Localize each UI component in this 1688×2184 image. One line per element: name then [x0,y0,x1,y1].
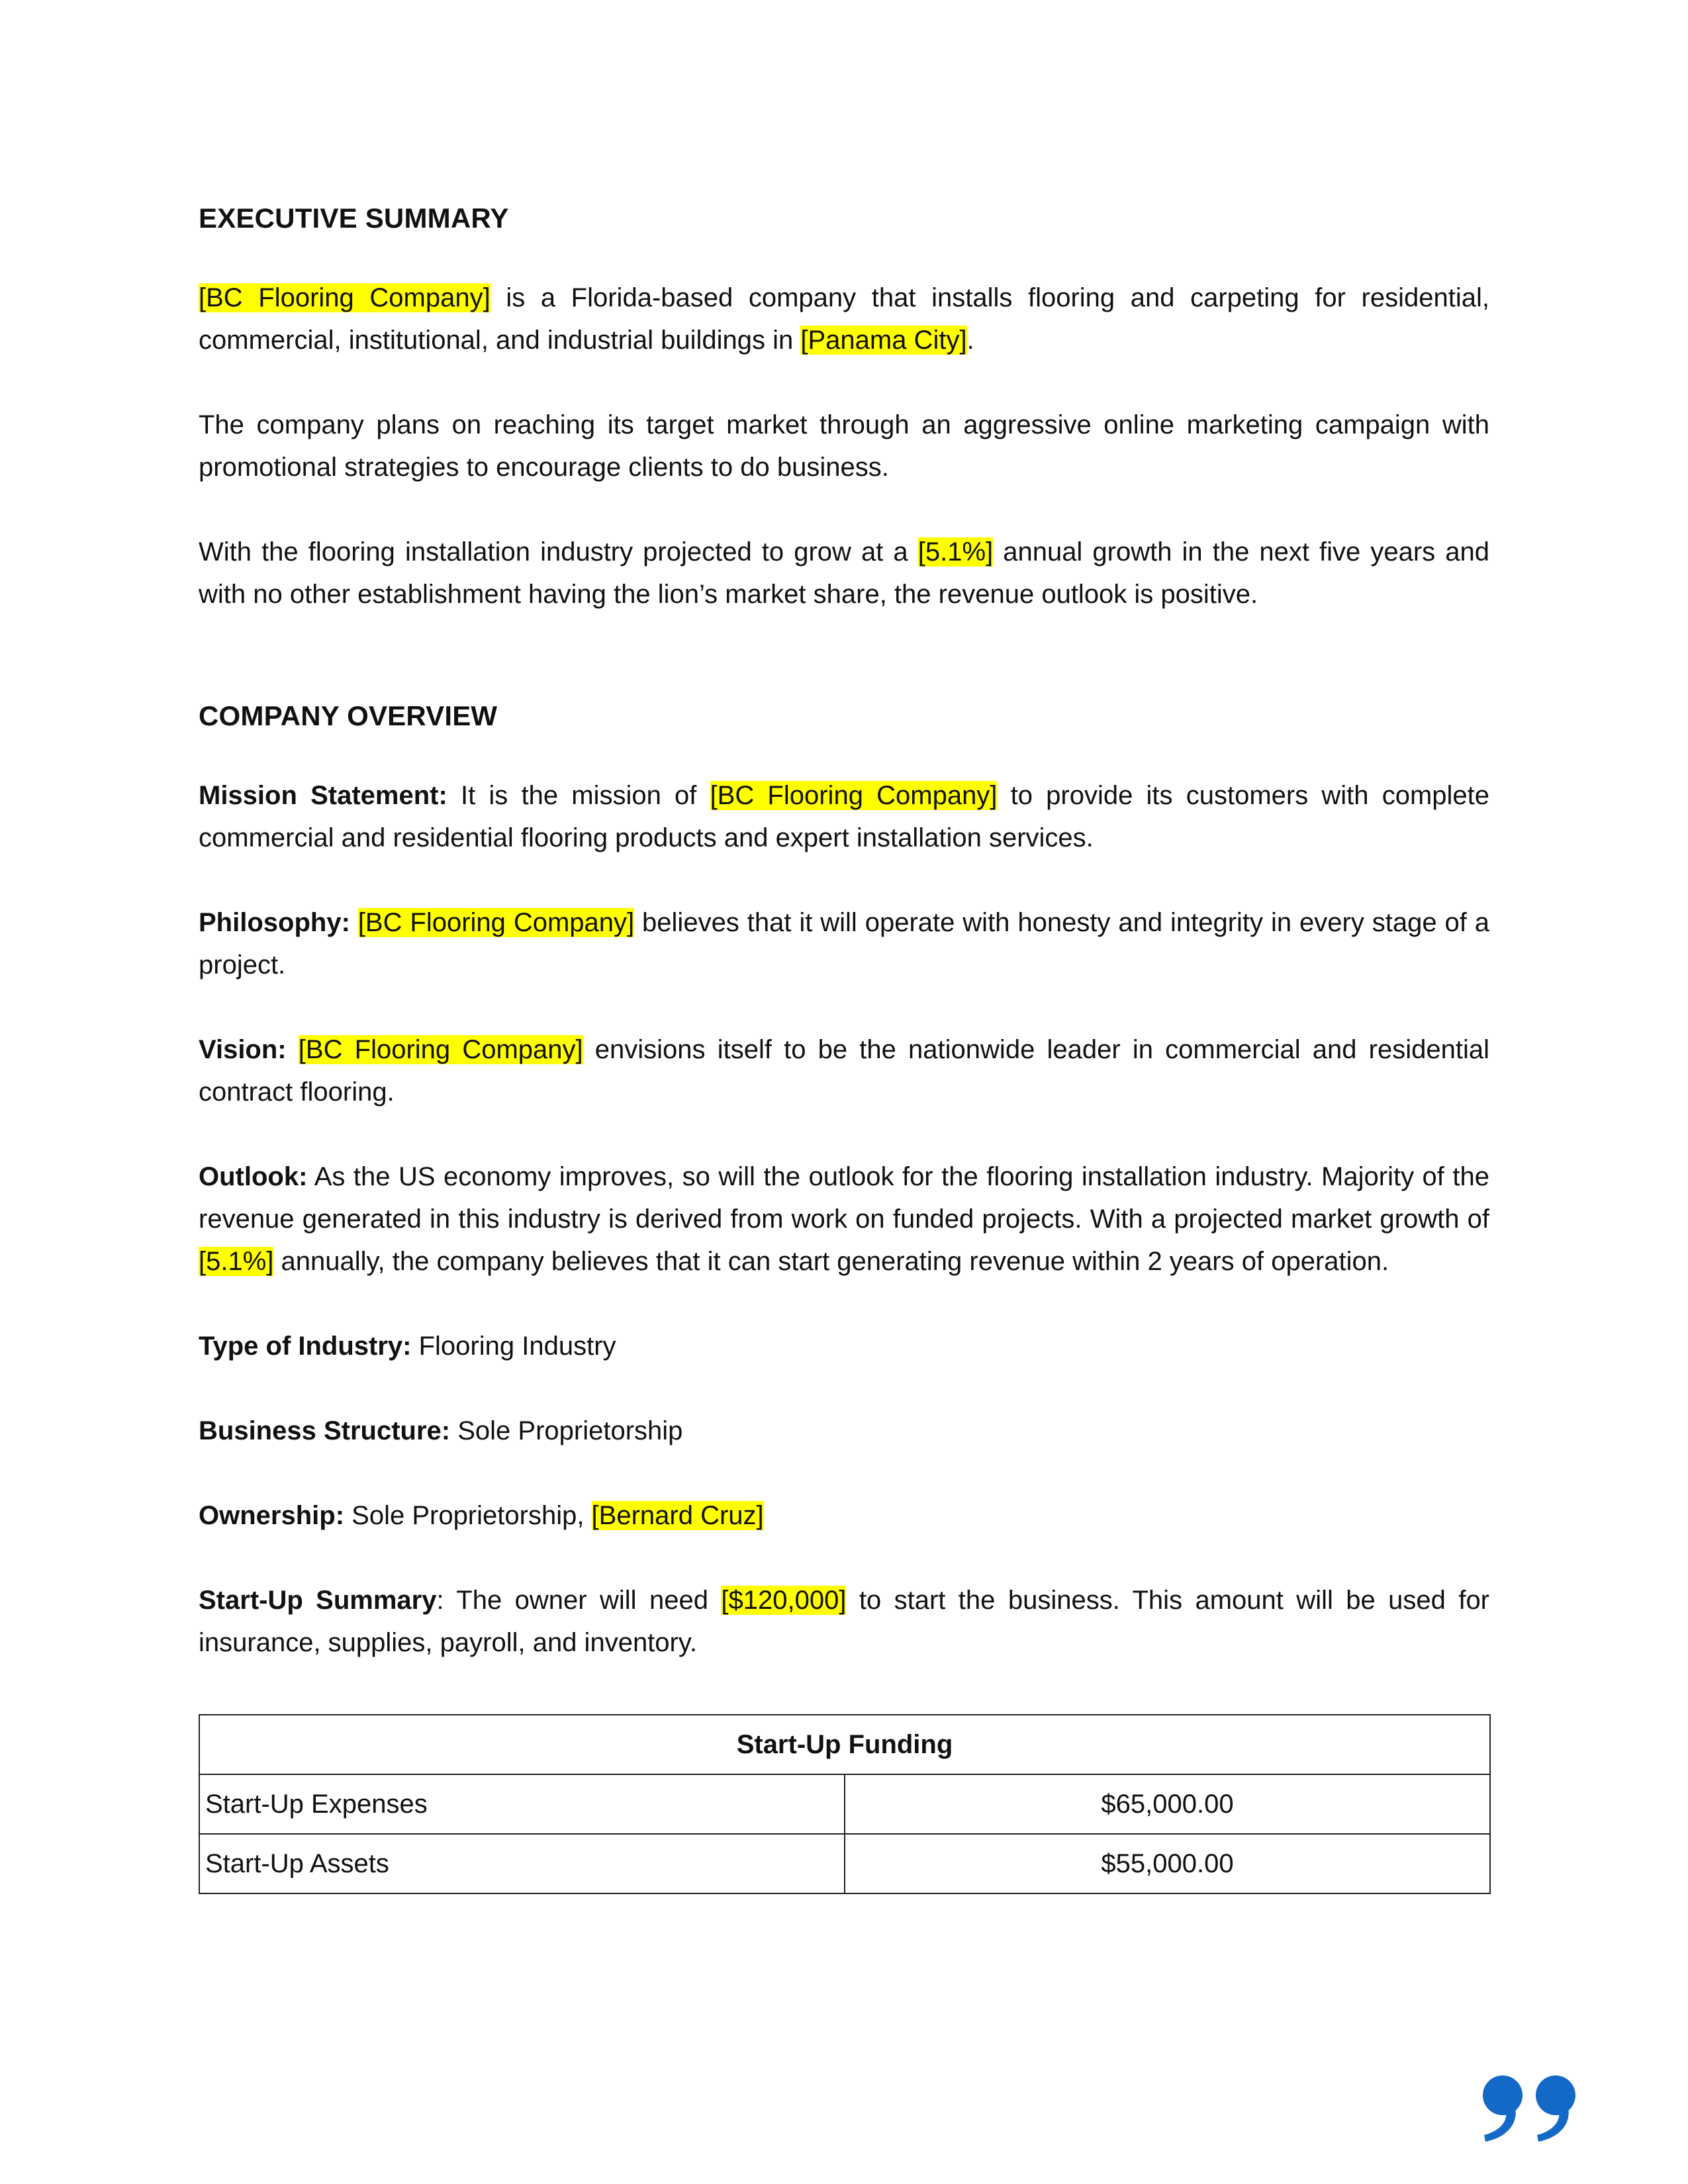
paragraph-text: to provide its customers with complete commercial and residential flooring products and expert installation services. [199,781,1490,852]
table-cell-label: Start-Up Expenses [199,1774,845,1834]
executive-summary-paragraph-1 [199,277,1489,361]
growth-rate-placeholder: [5.1%] [917,537,994,567]
startup-amount-placeholder: [$120,000] [721,1586,847,1615]
growth-rate-placeholder: [5.1%] [199,1247,274,1276]
paragraph-text: is a Florida-based company that installs flooring and carpeting for residential, commercial, institutional, and industrial buildings in [199,283,1489,355]
company-name-placeholder: [BC Flooring Company] [298,1035,583,1064]
startup-summary [199,1579,1489,1664]
owner-name-placeholder: [Bernard Cruz] [591,1501,764,1530]
industry-type [199,1325,1489,1367]
vision-label: Vision: [199,1035,287,1064]
paragraph-text: It is the mission of [447,781,710,810]
paragraph-text: believes that it will operate with honesty and integrity in every stage of a project. [199,908,1489,979]
paragraph-text: annually, the company believes that it can start generating revenue within 2 years of operation. [273,1247,1389,1276]
paragraph-text: : The owner will need [436,1586,722,1615]
paragraph-text: annual growth in the next five years and with no other establishment having the lion’s market share, the revenue outlook is positive. [199,537,1489,609]
table-row [199,1774,1490,1834]
business-structure [199,1410,1489,1452]
table-row [199,1834,1490,1893]
closing-quote-icon [1476,2071,1589,2144]
ownership-value: Sole Proprietorship, [344,1501,592,1530]
table-cell-label: Start-Up Assets [199,1834,845,1893]
mission-label: Mission Statement: [199,781,447,810]
vision-statement [199,1028,1489,1113]
paragraph-text: to start the business. This amount will be used for insurance, supplies, payroll, and inventory. [199,1586,1490,1657]
company-name-placeholder: [BC Flooring Company] [710,781,998,810]
outlook-statement [199,1156,1489,1283]
startup-funding-table [199,1714,1491,1894]
paragraph-text: As the US economy improves, so will the outlook for the flooring installation industry. Majority of the revenue generated in this industry is derived from work on funded projects. With a projected market growth of [199,1162,1489,1234]
company-name-placeholder: [BC Flooring Company] [357,908,635,937]
outlook-label: Outlook: [199,1162,308,1191]
company-overview-heading: COMPANY OVERVIEW [199,700,498,731]
startup-label: Start-Up Summary [199,1586,437,1615]
mission-statement [199,774,1489,859]
executive-summary-paragraph-3 [199,531,1489,615]
document-page [199,192,1489,1894]
city-placeholder: [Panama City] [800,326,967,355]
philosophy-label: Philosophy: [199,908,350,937]
structure-value: Sole Proprietorship [450,1416,683,1445]
paragraph-text: envisions itself to be the nationwide leader in commercial and residential contract flooring. [199,1035,1489,1107]
table-cell-value: $55,000.00 [845,1834,1490,1893]
table-title: Start-Up Funding [199,1715,1490,1774]
paragraph-text: . [966,326,974,355]
executive-summary-heading: EXECUTIVE SUMMARY [199,203,509,234]
table-cell-value: $65,000.00 [845,1774,1490,1834]
ownership-label: Ownership: [199,1501,345,1530]
industry-value: Flooring Industry [411,1332,616,1361]
table-header-row [199,1715,1490,1774]
paragraph-text: With the flooring installation industry projected to grow at a [199,537,918,567]
company-name-placeholder: [BC Flooring Company] [199,283,491,312]
ownership [199,1494,1489,1537]
industry-label: Type of Industry: [199,1332,412,1361]
executive-summary-paragraph-2: The company plans on reaching its target market through an aggressive online marketing campaign with promotional strategies to encourage clients to do business. [199,410,1489,482]
philosophy-statement [199,901,1489,986]
structure-label: Business Structure: [199,1416,451,1445]
